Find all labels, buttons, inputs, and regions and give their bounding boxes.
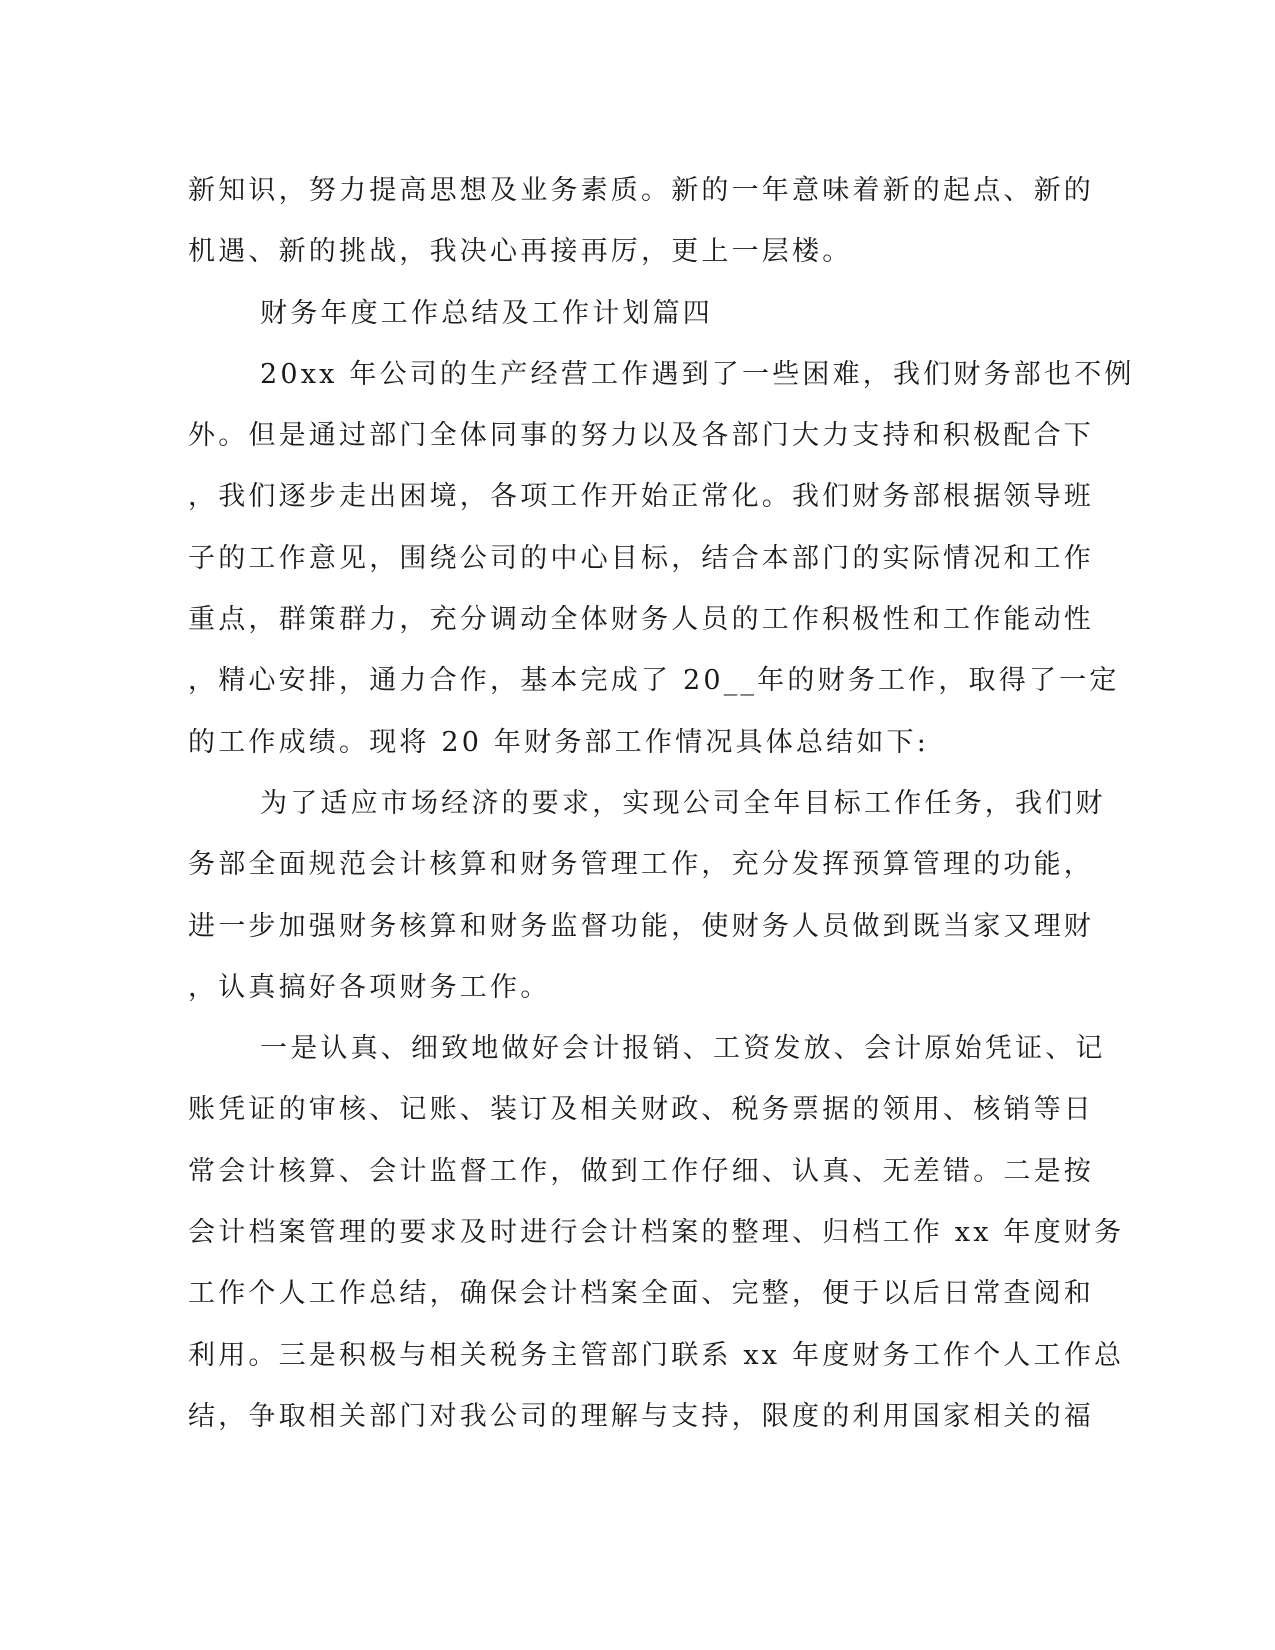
text-line: 会计档案管理的要求及时进行会计档案的整理、归档工作 xx 年度财务 — [188, 1217, 1125, 1249]
text-line: 结，争取相关部门对我公司的理解与支持，限度的利用国家相关的福 — [188, 1400, 1094, 1432]
text-line: 机遇、新的挑战，我决心再接再厉，更上一层楼。 — [188, 236, 853, 268]
text-line: 账凭证的审核、记账、装订及相关财政、税务票据的领用、核销等日 — [188, 1094, 1094, 1126]
text-line: 工作个人工作总结，确保会计档案全面、完整，便于以后日常查阅和 — [188, 1278, 1094, 1310]
text-line: ，我们逐步走出困境，各项工作开始正常化。我们财务部根据领导班 — [188, 481, 1094, 513]
text-line: 利用。三是积极与相关税务主管部门联系 xx 年度财务工作个人工作总 — [188, 1339, 1125, 1371]
text-line: 重点，群策群力，充分调动全体财务人员的工作积极性和工作能动性 — [188, 604, 1094, 636]
text-line: 子的工作意见，围绕公司的中心目标，结合本部门的实际情况和工作 — [188, 542, 1094, 574]
text-line: 常会计核算、会计监督工作，做到工作仔细、认真、无差错。二是按 — [188, 1155, 1094, 1187]
paragraph-start: 20xx 年公司的生产经营工作遇到了一些困难，我们财务部也不例 — [260, 358, 1135, 390]
text-line: ，精心安排，通力合作，基本完成了 20__年的财务工作，取得了一定 — [188, 665, 1120, 697]
text-line: 外。但是通过部门全体同事的努力以及各部门大力支持和积极配合下 — [188, 420, 1094, 452]
text-line: 的工作成绩。现将 20 年财务部工作情况具体总结如下: — [188, 726, 930, 758]
section-heading: 财务年度工作总结及工作计划篇四 — [260, 297, 713, 329]
text-line: 进一步加强财务核算和财务监督功能，使财务人员做到既当家又理财 — [188, 910, 1094, 942]
text-line: 新知识，努力提高思想及业务素质。新的一年意味着新的起点、新的 — [188, 175, 1094, 206]
text-line: 务部全面规范会计核算和财务管理工作，充分发挥预算管理的功能， — [188, 849, 1094, 881]
text-line: ，认真搞好各项财务工作。 — [188, 971, 551, 1003]
paragraph-start: 一是认真、细致地做好会计报销、工资发放、会计原始凭证、记 — [260, 1033, 1106, 1065]
paragraph-start: 为了适应市场经济的要求，实现公司全年目标工作任务，我们财 — [260, 787, 1106, 819]
document-body — [188, 160, 1135, 1447]
